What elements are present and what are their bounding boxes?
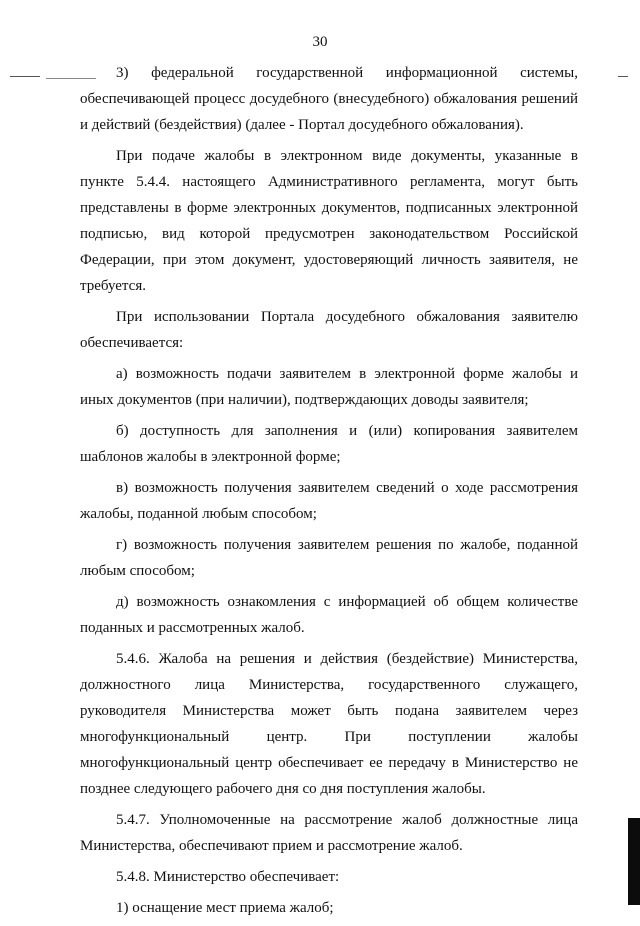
- paragraph-portal-provides: При использовании Портала досудебного обжалования заявителю обеспечивается:: [80, 309, 578, 351]
- section-5-4-8: 5.4.8. Министерство обеспечивает:: [116, 869, 340, 885]
- scan-speck-left-2: [46, 78, 96, 79]
- paragraph-portal-definition: 3) федеральной государственной информационной системы, обеспечивающей процесс досудебного (внесудебного) обжалования решений и действий (бездействия) (далее - Портал досудебного обжалования).: [80, 65, 578, 133]
- document-body: [80, 60, 578, 926]
- section-5-4-7: 5.4.7. Уполномоченные на рассмотрение жалоб должностные лица Министерства, обеспечивают прием и рассмотрение жалоб.: [80, 812, 578, 854]
- scan-speck-left: [10, 76, 40, 77]
- scan-edge-bar: [628, 818, 640, 905]
- page-number: 30: [312, 34, 328, 50]
- section-5-4-6: 5.4.6. Жалоба на решения и действия (бездействие) Министерства, должностного лица Министерства, государственного служащего, руководителя Министерства может быть подана заявителем через многофункциональный центр. При поступлении жалобы многофункциональный центр обеспечивает ее передачу в Министерство не позднее следующего рабочего дня со дня поступления жалобы.: [80, 651, 578, 797]
- list-item-g: г) возможность получения заявителем решения по жалобе, поданной любым способом;: [80, 537, 578, 579]
- list-item-d: д) возможность ознакомления с информацией об общем количестве поданных и рассмотренных жалоб.: [80, 594, 578, 636]
- scan-speck-right: [618, 76, 628, 77]
- list-item-a: а) возможность подачи заявителем в электронной форме жалобы и иных документов (при наличии), подтверждающих доводы заявителя;: [80, 366, 578, 408]
- list-item-v: в) возможность получения заявителем сведений о ходе рассмотрения жалобы, поданной любым способом;: [80, 480, 578, 522]
- list-item-b: б) доступность для заполнения и (или) копирования заявителем шаблонов жалобы в электронной форме;: [80, 423, 578, 465]
- list-item-1: 1) оснащение мест приема жалоб;: [116, 900, 334, 916]
- paragraph-electronic-submission: При подаче жалобы в электронном виде документы, указанные в пункте 5.4.4. настоящего Административного регламента, могут быть представлены в форме электронных документов, подписанных электронной подписью, вид которой предусмотрен законодательством Российской Федерации, при этом документ, удостоверяющий личность заявителя, не требуется.: [80, 148, 578, 294]
